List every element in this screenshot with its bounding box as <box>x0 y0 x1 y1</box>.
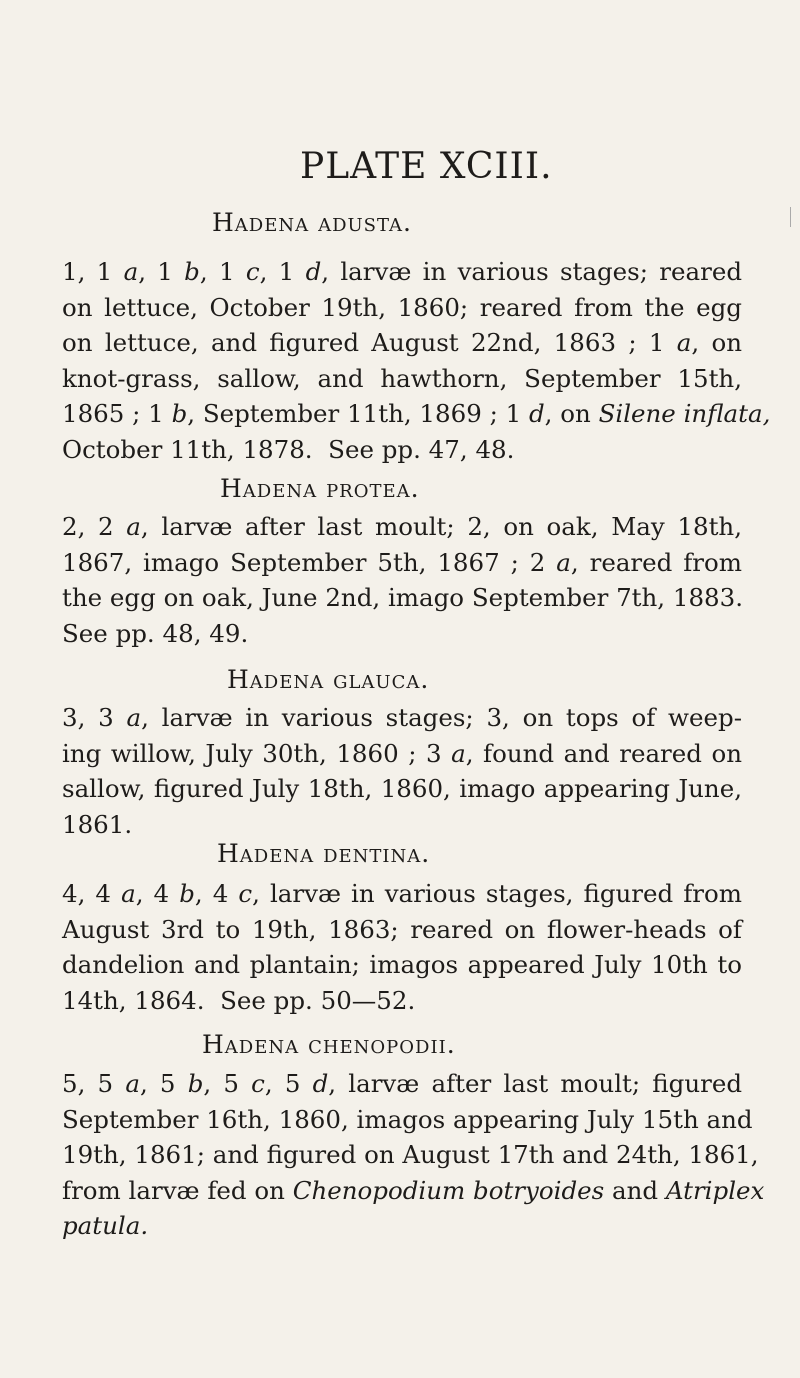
text-line <box>62 876 742 912</box>
italic-text-run: b <box>187 1069 204 1098</box>
text-line <box>62 616 742 652</box>
text-run: , larvæ after last moult; 2, on oak, May 18th, <box>140 512 742 541</box>
text-run: , larvæ after last moult; figured <box>328 1069 743 1098</box>
italic-text-run: c <box>251 1069 265 1098</box>
section-text-hadena-protea <box>62 509 742 651</box>
section-text-hadena-dentina <box>62 876 742 1018</box>
text-run: on lettuce, October 19th, 1860; reared from the egg <box>62 292 742 322</box>
italic-text-run: a <box>126 703 142 732</box>
text-run: , 5 <box>139 1069 188 1098</box>
italic-text-run: c <box>245 257 260 286</box>
text-line <box>62 325 742 361</box>
text-line <box>62 432 742 468</box>
italic-text-run: a <box>125 1069 140 1098</box>
text-line <box>62 700 742 736</box>
text-run: ing willow, July 30th, 1860 ; 3 <box>62 738 452 768</box>
italic-text-run: Atriplex <box>665 1175 765 1205</box>
italic-text-run: d <box>528 399 545 428</box>
text-line <box>62 983 742 1019</box>
text-run: , on <box>544 399 599 428</box>
text-line <box>62 254 742 290</box>
text-run: , larvæ in various stages; reared <box>321 257 743 286</box>
italic-text-run: b <box>171 399 188 428</box>
text-line <box>62 807 742 843</box>
text-run: 4, 4 <box>62 879 122 908</box>
text-line <box>62 509 742 545</box>
text-run: 1867, imago September 5th, 1867 ; 2 <box>62 547 557 577</box>
text-line <box>62 947 742 983</box>
text-line <box>62 396 771 432</box>
text-run: on lettuce, and figured August 22nd, 1863 ; 1 <box>62 328 677 357</box>
text-run: sallow, figured July 18th, 1860, imago appearing June, <box>62 774 742 803</box>
text-run: , 1 <box>259 257 306 286</box>
section-heading-hadena-dentina: Hadena dentina. <box>217 839 431 868</box>
text-line <box>62 1102 753 1138</box>
text-run: , 5 <box>264 1069 313 1098</box>
text-run: , September 11th, 1869 ; 1 <box>187 399 529 428</box>
text-run: See pp. 48, 49. <box>62 618 249 648</box>
text-run: 1, 1 <box>62 257 124 286</box>
text-line <box>62 1137 759 1173</box>
italic-text-run: b <box>184 257 200 286</box>
section-heading-hadena-protea: Hadena protea. <box>220 474 420 503</box>
text-line <box>62 771 742 807</box>
text-run: 19th, 1861; and figured on August 17th and 24th, 1861, <box>62 1140 759 1169</box>
text-run: 2, 2 <box>62 512 127 541</box>
text-run: , 4 <box>194 879 239 908</box>
page-edge-mark <box>790 207 791 227</box>
section-text-hadena-glauca <box>62 700 742 842</box>
italic-text-run: a <box>556 547 571 577</box>
text-run: October 11th, 1878. See pp. 47, 48. <box>62 434 515 464</box>
text-run: 5, 5 <box>62 1069 126 1098</box>
text-run: September 16th, 1860, imagos appearing July 15th and <box>62 1104 753 1134</box>
section-text-hadena-chenopodii <box>62 1066 765 1244</box>
text-run: , 1 <box>138 257 185 286</box>
italic-text-run: d <box>312 1069 329 1098</box>
text-line <box>62 1208 742 1244</box>
italic-text-run: d <box>305 257 322 286</box>
text-run: , 4 <box>135 879 180 908</box>
text-line <box>62 361 742 397</box>
italic-text-run: a <box>126 512 141 541</box>
text-run: the egg on oak, June 2nd, imago September 7th, 1883. <box>62 583 743 612</box>
text-run: August 3rd to 19th, 1863; reared on flower-heads of <box>62 914 742 944</box>
section-heading-hadena-adusta: Hadena adusta. <box>212 208 412 237</box>
text-run: 14th, 1864. See pp. 50—52. <box>62 985 416 1015</box>
text-line <box>62 1066 742 1102</box>
text-run: 1861. <box>62 809 133 839</box>
italic-text-run: Chenopodium botryoides <box>292 1175 605 1205</box>
text-line <box>62 545 742 581</box>
text-run: , reared from <box>570 547 742 577</box>
italic-text-run: a <box>123 257 139 286</box>
text-run: , larvæ in various stages; 3, on tops of weep- <box>141 703 742 732</box>
text-run: 3, 3 <box>62 703 127 732</box>
plate-title: PLATE XCIII. <box>300 146 553 187</box>
text-line <box>62 912 742 948</box>
text-line <box>62 736 742 772</box>
text-run: , found and reared on <box>465 738 742 768</box>
italic-text-run: Silene inflata, <box>598 399 771 428</box>
text-run: , 5 <box>203 1069 252 1098</box>
text-line <box>62 1173 765 1209</box>
section-heading-hadena-glauca: Hadena glauca. <box>227 665 430 694</box>
text-run: and <box>604 1175 666 1205</box>
text-run: 1865 ; 1 <box>62 399 172 428</box>
italic-text-run: a <box>676 328 692 357</box>
section-heading-hadena-chenopodii: Hadena chenopodii. <box>202 1030 456 1059</box>
italic-text-run: c <box>238 879 253 908</box>
italic-text-run: b <box>179 879 195 908</box>
text-run: from larvæ fed on <box>62 1175 293 1205</box>
text-run: , on <box>691 328 743 357</box>
text-line <box>62 580 742 616</box>
italic-text-run: a <box>451 738 466 768</box>
text-line <box>62 290 742 326</box>
text-run: , larvæ in various stages, figured from <box>252 879 743 908</box>
text-run: knot-grass, sallow, and hawthorn, September 15th, <box>62 363 742 393</box>
text-run: , 1 <box>199 257 246 286</box>
italic-text-run: patula. <box>62 1211 149 1240</box>
section-text-hadena-adusta <box>62 254 771 467</box>
italic-text-run: a <box>121 879 136 908</box>
text-run: dandelion and plantain; imagos appeared July 10th to <box>62 950 742 979</box>
